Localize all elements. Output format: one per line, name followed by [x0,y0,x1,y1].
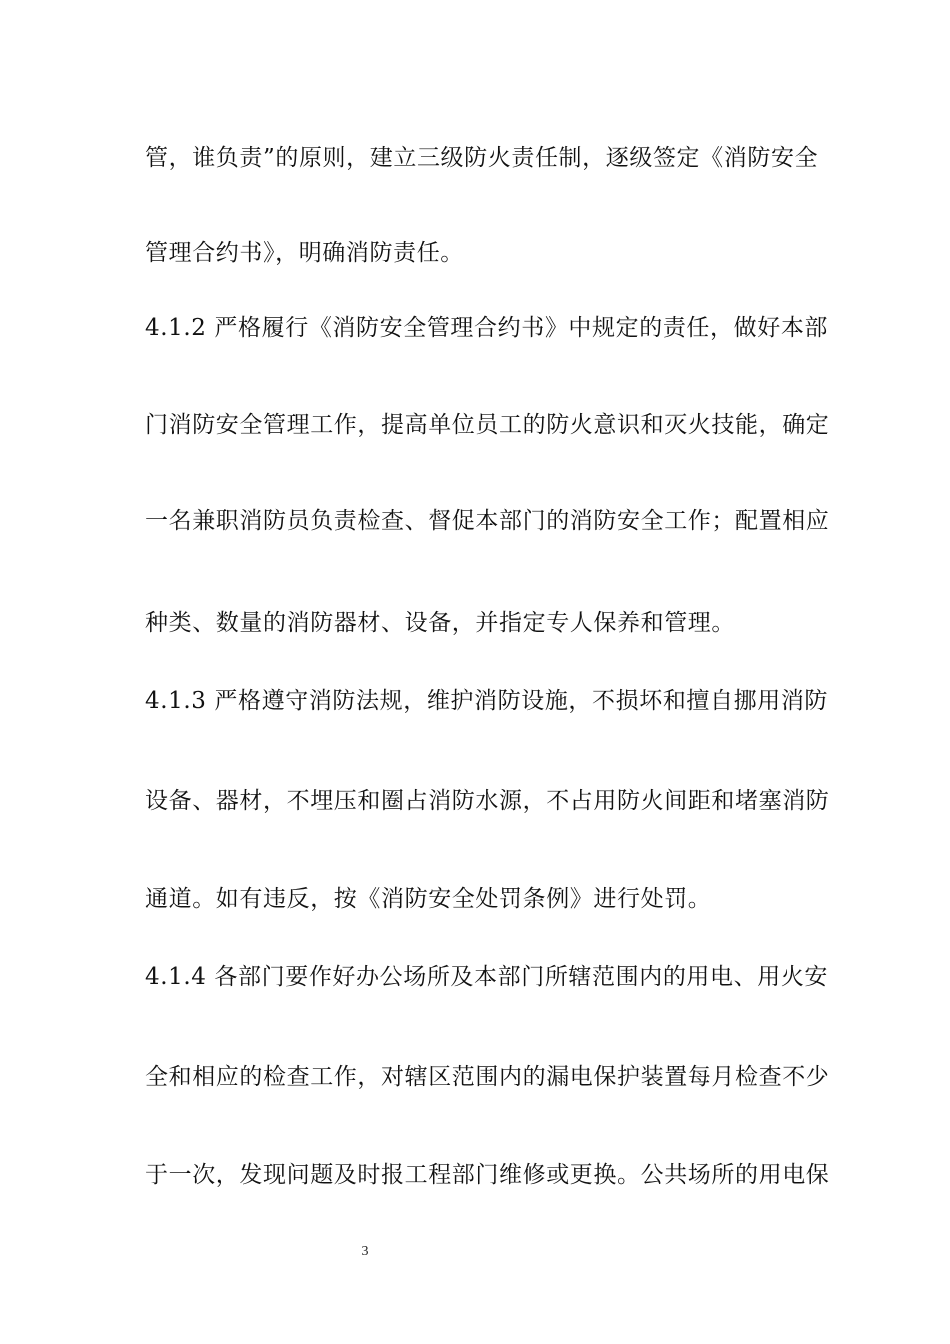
text-line: 设备、器材，不埋压和圈占消防水源，不占用防火间距和堵塞消防 [145,788,830,814]
text-line: 种类、数量的消防器材、设备，并指定专人保养和管理。 [145,610,735,636]
text-line: 通道。如有违反，按《消防安全处罚条例》进行处罚。 [145,886,712,912]
text-line: 4.1.4 各部门要作好办公场所及本部门所辖范围内的用电、用火安 [145,964,829,990]
text-line: 一名兼职消防员负责检查、督促本部门的消防安全工作；配置相应 [145,508,830,534]
text-line: 于一次，发现问题及时报工程部门维修或更换。公共场所的用电保 [145,1162,830,1188]
text-line: 4.1.2 严格履行《消防安全管理合约书》中规定的责任，做好本部 [145,315,829,341]
text-line: 全和相应的检查工作，对辖区范围内的漏电保护装置每月检查不少 [145,1064,830,1090]
text-line: 门消防安全管理工作，提高单位员工的防火意识和灭火技能，确定 [145,412,830,438]
page-number: 3 [361,1244,369,1259]
text-line: 管理合约书》，明确消防责任。 [145,240,464,266]
text-line: 4.1.3 严格遵守消防法规，维护消防设施，不损坏和擅自挪用消防 [145,688,829,714]
text-line: 管，谁负责”的原则，建立三级防火责任制，逐级签定《消防安全 [145,145,819,171]
